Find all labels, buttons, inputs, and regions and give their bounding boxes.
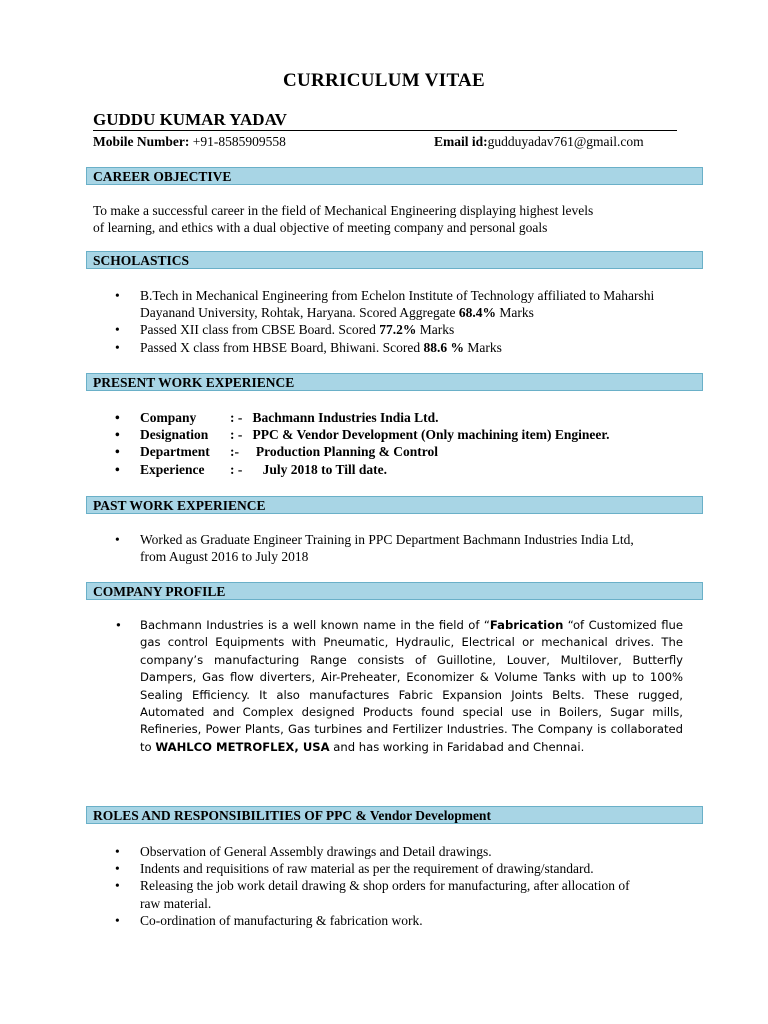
section-roles: ROLES AND RESPONSIBILITIES OF PPC & Vendor Development	[86, 806, 703, 824]
list-item: • Department :- Production Planning & Control	[93, 443, 683, 460]
list-item: • Experience : - July 2018 to Till date.	[93, 461, 683, 478]
list-item: • Releasing the job work detail drawing & shop orders for manufacturing, after allocation of raw material.	[93, 877, 640, 911]
list-item: • Indents and requisitions of raw material as per the requirement of drawing/standard.	[93, 860, 693, 877]
list-item: • Passed XII class from CBSE Board. Scored 77.2% Marks	[93, 321, 683, 338]
list-item: • Passed X class from HBSE Board, Bhiwani. Scored 88.6 % Marks	[93, 339, 683, 356]
mobile-label: Mobile Number:	[93, 134, 190, 149]
list-item: • Company : - Bachmann Industries India Ltd.	[93, 409, 683, 426]
email-block	[434, 134, 644, 150]
mobile-number: +91-8585909558	[189, 134, 286, 149]
email-label: Email id:	[434, 134, 488, 149]
list-item: • Observation of General Assembly drawings and Detail drawings.	[93, 843, 693, 860]
list-item: • Designation : - PPC & Vendor Development (Only machining item) Engineer.	[93, 426, 683, 443]
contact-line	[93, 134, 677, 150]
career-objective-text	[93, 202, 683, 236]
career-objective-line: To make a successful career in the field of Mechanical Engineering displaying highest levels	[93, 203, 594, 218]
section-scholastics: SCHOLASTICS	[86, 251, 703, 269]
section-past-work: PAST WORK EXPERIENCE	[86, 496, 703, 514]
roles-list	[93, 843, 693, 929]
company-profile-text	[93, 617, 683, 756]
name-divider	[93, 130, 677, 131]
scholastics-list	[93, 287, 683, 356]
list-item: • Worked as Graduate Engineer Training in PPC Department Bachmann Industries India Ltd, from August 2016 to July 2018	[93, 531, 663, 565]
past-work-list	[93, 531, 663, 565]
candidate-name: GUDDU KUMAR YADAV	[93, 110, 287, 129]
page-title: CURRICULUM VITAE	[282, 70, 486, 91]
section-company-profile: COMPANY PROFILE	[86, 582, 703, 600]
career-objective-line: of learning, and ethics with a dual objective of meeting company and personal goals	[93, 220, 548, 235]
email-address: gudduyadav761@gmail.com	[487, 134, 644, 149]
section-career-objective: CAREER OBJECTIVE	[86, 167, 703, 185]
list-item: • Co-ordination of manufacturing & fabrication work.	[93, 912, 693, 929]
section-present-work: PRESENT WORK EXPERIENCE	[86, 373, 703, 391]
present-work-list	[93, 409, 683, 478]
list-item: • Bachmann Industries is a well known name in the field of “Fabrication “of Customized flue gas control Equipments with Pneumatic, Hydraulic, Electrical or mechanical drives. The company’s manufacturing Range consists of Guillotine, Louver, Multilover, Butterfly Dampers, Gas flow diverters, Air-Preheater, Economizer & Volume Tanks with up to 100% Sealing Efficiency. It also manufactures Fabric Expansion Joints Belts. These rugged, Automated and Complex designed Products found special use in Boilers, Sugar mills, Refineries, Power Plants, Gas turbines and Fertilizer Industries. The Company is collaborated to WAHLCO METROFLEX, USA and has working in Faridabad and Chennai.	[93, 617, 683, 756]
list-item: • B.Tech in Mechanical Engineering from Echelon Institute of Technology affiliated to Maharshi Dayanand University, Rohtak, Haryana. Scored Aggregate 68.4% Marks	[93, 287, 683, 321]
